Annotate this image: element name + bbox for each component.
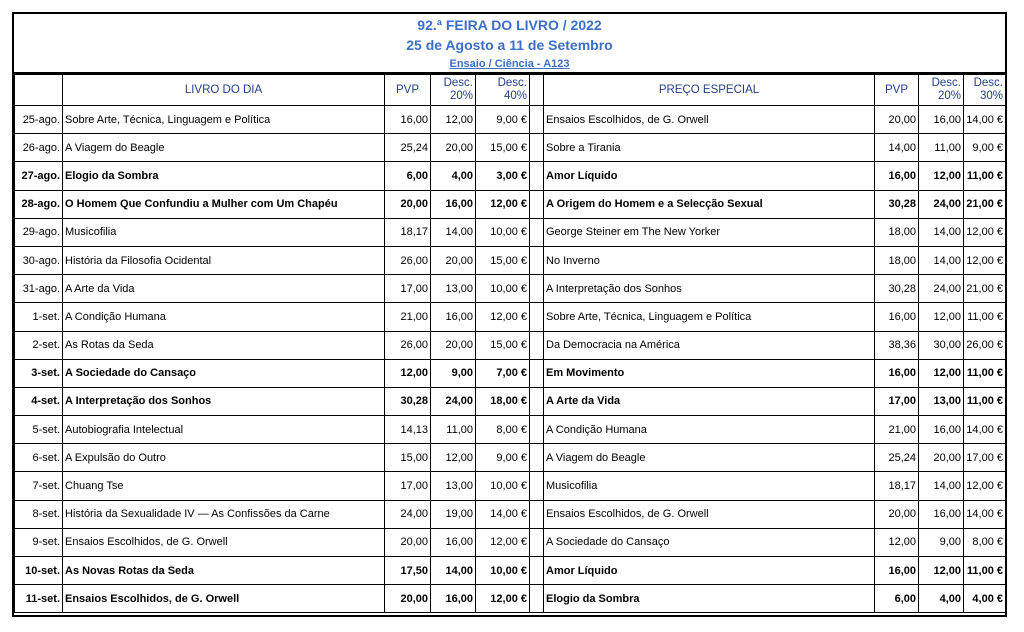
- book-price-40: 15,00 €: [476, 246, 530, 274]
- book-of-day-title: Ensaios Escolhidos, de G. Orwell: [63, 585, 385, 613]
- header-desc-20: [431, 75, 476, 106]
- special-price-30: 11,00 €: [964, 387, 1006, 415]
- special-price-title: A Sociedade do Cansaço: [544, 528, 875, 556]
- table-row: [15, 106, 1006, 134]
- table-row: [15, 416, 1006, 444]
- special-price-30: 11,00 €: [964, 359, 1006, 387]
- book-price-20: 16,00: [431, 190, 476, 218]
- column-gap: [530, 416, 544, 444]
- book-pvp: 17,00: [385, 275, 431, 303]
- special-price-20: 12,00: [919, 303, 964, 331]
- special-pvp: 12,00: [875, 528, 919, 556]
- price-sheet: [12, 12, 1007, 617]
- book-price-20: 16,00: [431, 303, 476, 331]
- special-price-title: Musicofilia: [544, 472, 875, 500]
- price-table: [14, 74, 1006, 613]
- row-date: 4-set.: [15, 387, 63, 415]
- fair-title: 92.ª FEIRA DO LIVRO / 2022: [417, 17, 602, 33]
- table-row: [15, 162, 1006, 190]
- book-price-40: 12,00 €: [476, 190, 530, 218]
- special-price-20: 13,00: [919, 387, 964, 415]
- column-gap: [530, 557, 544, 585]
- special-pvp: 17,00: [875, 387, 919, 415]
- table-row: [15, 387, 1006, 415]
- header-desc-20: [919, 75, 964, 106]
- book-of-day-title: A Expulsão do Outro: [63, 444, 385, 472]
- special-price-20: 16,00: [919, 500, 964, 528]
- special-price-20: 12,00: [919, 162, 964, 190]
- column-gap: [530, 359, 544, 387]
- book-price-20: 12,00: [431, 444, 476, 472]
- special-price-30: 14,00 €: [964, 500, 1006, 528]
- row-date: 27-ago.: [15, 162, 63, 190]
- header-desc-pct: 20%: [937, 90, 961, 102]
- table-header-row: [15, 75, 1006, 106]
- header-desc-label: Desc.: [497, 77, 527, 89]
- special-price-title: Da Democracia na América: [544, 331, 875, 359]
- header-desc-30: [964, 75, 1006, 106]
- column-gap: [530, 303, 544, 331]
- table-row: [15, 472, 1006, 500]
- special-price-20: 4,00: [919, 585, 964, 613]
- column-gap: [530, 444, 544, 472]
- special-price-title: A Interpretação dos Sonhos: [544, 275, 875, 303]
- book-pvp: 20,00: [385, 190, 431, 218]
- row-date: 28-ago.: [15, 190, 63, 218]
- book-of-day-title: Autobiografia Intelectual: [63, 416, 385, 444]
- header-desc-pct: 40%: [503, 90, 527, 102]
- special-price-title: A Condição Humana: [544, 416, 875, 444]
- special-pvp: 38,36: [875, 331, 919, 359]
- book-of-day-title: A Arte da Vida: [63, 275, 385, 303]
- book-pvp: 16,00: [385, 106, 431, 134]
- book-of-day-title: A Viagem do Beagle: [63, 134, 385, 162]
- special-price-20: 9,00: [919, 528, 964, 556]
- book-price-20: 12,00: [431, 106, 476, 134]
- header-preco-especial: PREÇO ESPECIAL: [544, 75, 875, 106]
- column-gap: [530, 75, 544, 106]
- special-price-20: 14,00: [919, 246, 964, 274]
- special-pvp: 20,00: [875, 106, 919, 134]
- book-pvp: 20,00: [385, 585, 431, 613]
- table-row: [15, 218, 1006, 246]
- book-pvp: 12,00: [385, 359, 431, 387]
- book-price-20: 4,00: [431, 162, 476, 190]
- column-gap: [530, 331, 544, 359]
- table-row: [15, 359, 1006, 387]
- book-of-day-title: História da Filosofia Ocidental: [63, 246, 385, 274]
- book-of-day-title: A Interpretação dos Sonhos: [63, 387, 385, 415]
- title-block: [14, 14, 1005, 74]
- special-price-title: Ensaios Escolhidos, de G. Orwell: [544, 500, 875, 528]
- book-of-day-title: A Condição Humana: [63, 303, 385, 331]
- header-pvp: PVP: [875, 75, 919, 106]
- book-pvp: 26,00: [385, 331, 431, 359]
- special-price-title: A Arte da Vida: [544, 387, 875, 415]
- book-price-40: 18,00 €: [476, 387, 530, 415]
- book-pvp: 26,00: [385, 246, 431, 274]
- special-price-30: 26,00 €: [964, 331, 1006, 359]
- row-date: 7-set.: [15, 472, 63, 500]
- book-of-day-title: O Homem Que Confundiu a Mulher com Um Chapéu: [63, 190, 385, 218]
- book-of-day-title: Ensaios Escolhidos, de G. Orwell: [63, 528, 385, 556]
- special-price-title: Sobre a Tirania: [544, 134, 875, 162]
- header-desc-pct: 20%: [449, 90, 473, 102]
- book-pvp: 15,00: [385, 444, 431, 472]
- column-gap: [530, 528, 544, 556]
- special-price-20: 16,00: [919, 106, 964, 134]
- book-price-40: 12,00 €: [476, 585, 530, 613]
- special-price-30: 4,00 €: [964, 585, 1006, 613]
- book-price-40: 9,00 €: [476, 106, 530, 134]
- fair-dates: 25 de Agosto a 11 de Setembro: [406, 37, 613, 53]
- book-price-20: 20,00: [431, 331, 476, 359]
- special-price-20: 24,00: [919, 275, 964, 303]
- special-price-30: 11,00 €: [964, 162, 1006, 190]
- book-price-40: 9,00 €: [476, 444, 530, 472]
- book-of-day-title: As Novas Rotas da Seda: [63, 557, 385, 585]
- book-price-40: 8,00 €: [476, 416, 530, 444]
- book-price-20: 16,00: [431, 585, 476, 613]
- special-pvp: 16,00: [875, 303, 919, 331]
- book-pvp: 18,17: [385, 218, 431, 246]
- book-pvp: 20,00: [385, 528, 431, 556]
- table-row: [15, 303, 1006, 331]
- column-gap: [530, 472, 544, 500]
- book-price-20: 9,00: [431, 359, 476, 387]
- special-price-title: Amor Líquido: [544, 162, 875, 190]
- table-row: [15, 528, 1006, 556]
- book-pvp: 30,28: [385, 387, 431, 415]
- special-pvp: 30,28: [875, 190, 919, 218]
- header-date-cell: [15, 75, 63, 106]
- table-row: [15, 331, 1006, 359]
- book-price-40: 14,00 €: [476, 500, 530, 528]
- special-price-20: 12,00: [919, 359, 964, 387]
- special-price-30: 17,00 €: [964, 444, 1006, 472]
- table-row: [15, 134, 1006, 162]
- column-gap: [530, 190, 544, 218]
- special-price-20: 12,00: [919, 557, 964, 585]
- special-price-30: 21,00 €: [964, 190, 1006, 218]
- book-pvp: 17,00: [385, 472, 431, 500]
- header-desc-label: Desc.: [443, 77, 473, 89]
- special-price-20: 14,00: [919, 472, 964, 500]
- row-date: 2-set.: [15, 331, 63, 359]
- book-pvp: 6,00: [385, 162, 431, 190]
- book-price-20: 24,00: [431, 387, 476, 415]
- book-price-20: 20,00: [431, 246, 476, 274]
- special-price-30: 12,00 €: [964, 246, 1006, 274]
- book-of-day-title: Elogio da Sombra: [63, 162, 385, 190]
- table-row: [15, 246, 1006, 274]
- special-pvp: 6,00: [875, 585, 919, 613]
- special-price-title: George Steiner em The New Yorker: [544, 218, 875, 246]
- header-desc-label: Desc.: [973, 77, 1003, 89]
- book-price-40: 15,00 €: [476, 331, 530, 359]
- book-price-20: 13,00: [431, 275, 476, 303]
- book-pvp: 25,24: [385, 134, 431, 162]
- special-price-30: 12,00 €: [964, 218, 1006, 246]
- row-date: 31-ago.: [15, 275, 63, 303]
- table-row: [15, 190, 1006, 218]
- book-of-day-title: Chuang Tse: [63, 472, 385, 500]
- special-price-30: 14,00 €: [964, 106, 1006, 134]
- special-pvp: 30,28: [875, 275, 919, 303]
- book-pvp: 24,00: [385, 500, 431, 528]
- book-price-40: 3,00 €: [476, 162, 530, 190]
- book-price-20: 20,00: [431, 134, 476, 162]
- row-date: 25-ago.: [15, 106, 63, 134]
- book-price-40: 10,00 €: [476, 275, 530, 303]
- special-pvp: 18,17: [875, 472, 919, 500]
- header-livro-do-dia: LIVRO DO DIA: [63, 75, 385, 106]
- special-price-title: A Viagem do Beagle: [544, 444, 875, 472]
- row-date: 6-set.: [15, 444, 63, 472]
- row-date: 8-set.: [15, 500, 63, 528]
- book-price-40: 10,00 €: [476, 557, 530, 585]
- book-price-40: 12,00 €: [476, 303, 530, 331]
- column-gap: [530, 106, 544, 134]
- special-pvp: 16,00: [875, 557, 919, 585]
- book-pvp: 14,13: [385, 416, 431, 444]
- row-date: 3-set.: [15, 359, 63, 387]
- column-gap: [530, 585, 544, 613]
- table-row: [15, 275, 1006, 303]
- column-gap: [530, 500, 544, 528]
- special-price-title: Em Movimento: [544, 359, 875, 387]
- special-price-30: 12,00 €: [964, 472, 1006, 500]
- book-price-20: 14,00: [431, 218, 476, 246]
- book-of-day-title: As Rotas da Seda: [63, 331, 385, 359]
- special-price-title: Amor Líquido: [544, 557, 875, 585]
- special-pvp: 14,00: [875, 134, 919, 162]
- special-price-20: 20,00: [919, 444, 964, 472]
- section-link[interactable]: Ensaio / Ciência - A123: [449, 58, 570, 70]
- row-date: 26-ago.: [15, 134, 63, 162]
- book-price-40: 10,00 €: [476, 472, 530, 500]
- book-of-day-title: A Sociedade do Cansaço: [63, 359, 385, 387]
- book-price-40: 15,00 €: [476, 134, 530, 162]
- special-price-30: 8,00 €: [964, 528, 1006, 556]
- special-price-title: Ensaios Escolhidos, de G. Orwell: [544, 106, 875, 134]
- header-desc-40: [476, 75, 530, 106]
- book-of-day-title: Sobre Arte, Técnica, Linguagem e Política: [63, 106, 385, 134]
- column-gap: [530, 134, 544, 162]
- column-gap: [530, 246, 544, 274]
- row-date: 1-set.: [15, 303, 63, 331]
- book-price-20: 11,00: [431, 416, 476, 444]
- table-row: [15, 557, 1006, 585]
- table-row: [15, 500, 1006, 528]
- special-price-20: 14,00: [919, 218, 964, 246]
- column-gap: [530, 218, 544, 246]
- special-pvp: 25,24: [875, 444, 919, 472]
- table-row: [15, 585, 1006, 613]
- book-price-20: 16,00: [431, 528, 476, 556]
- special-pvp: 18,00: [875, 246, 919, 274]
- header-desc-pct: 30%: [979, 90, 1003, 102]
- special-price-20: 30,00: [919, 331, 964, 359]
- book-of-day-title: Musicofilia: [63, 218, 385, 246]
- special-pvp: 18,00: [875, 218, 919, 246]
- book-pvp: 17,50: [385, 557, 431, 585]
- special-price-30: 11,00 €: [964, 557, 1006, 585]
- special-pvp: 20,00: [875, 500, 919, 528]
- special-price-title: Elogio da Sombra: [544, 585, 875, 613]
- table-row: [15, 444, 1006, 472]
- row-date: 29-ago.: [15, 218, 63, 246]
- special-pvp: 16,00: [875, 359, 919, 387]
- row-date: 11-set.: [15, 585, 63, 613]
- book-price-40: 7,00 €: [476, 359, 530, 387]
- column-gap: [530, 275, 544, 303]
- special-price-30: 11,00 €: [964, 303, 1006, 331]
- special-price-title: Sobre Arte, Técnica, Linguagem e Política: [544, 303, 875, 331]
- special-pvp: 16,00: [875, 162, 919, 190]
- header-desc-label: Desc.: [931, 77, 961, 89]
- special-pvp: 21,00: [875, 416, 919, 444]
- column-gap: [530, 162, 544, 190]
- book-price-20: 19,00: [431, 500, 476, 528]
- column-gap: [530, 387, 544, 415]
- book-of-day-title: História da Sexualidade IV — As Confissões da Carne: [63, 500, 385, 528]
- special-price-20: 24,00: [919, 190, 964, 218]
- book-price-40: 10,00 €: [476, 218, 530, 246]
- row-date: 9-set.: [15, 528, 63, 556]
- row-date: 30-ago.: [15, 246, 63, 274]
- special-price-20: 16,00: [919, 416, 964, 444]
- book-price-20: 14,00: [431, 557, 476, 585]
- book-price-20: 13,00: [431, 472, 476, 500]
- special-price-title: No Inverno: [544, 246, 875, 274]
- special-price-20: 11,00: [919, 134, 964, 162]
- header-pvp: PVP: [385, 75, 431, 106]
- special-price-title: A Origem do Homem e a Selecção Sexual: [544, 190, 875, 218]
- special-price-30: 14,00 €: [964, 416, 1006, 444]
- book-pvp: 21,00: [385, 303, 431, 331]
- special-price-30: 21,00 €: [964, 275, 1006, 303]
- book-price-40: 12,00 €: [476, 528, 530, 556]
- row-date: 10-set.: [15, 557, 63, 585]
- row-date: 5-set.: [15, 416, 63, 444]
- special-price-30: 9,00 €: [964, 134, 1006, 162]
